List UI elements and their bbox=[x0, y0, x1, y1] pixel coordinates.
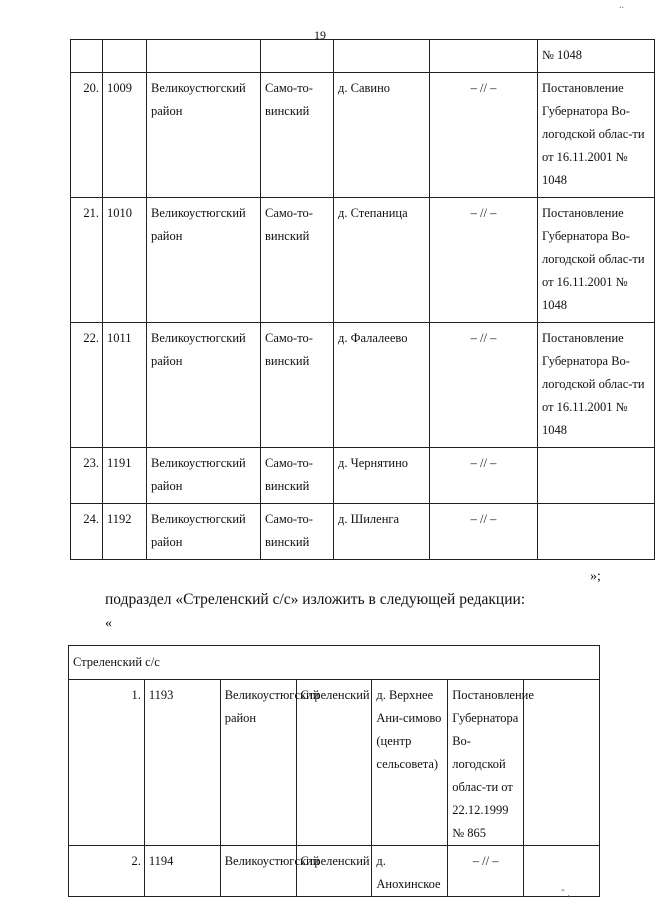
cell-code: 1191 bbox=[103, 448, 147, 504]
cell-soviet: Само-то-винский bbox=[261, 448, 334, 504]
cell-district bbox=[147, 40, 261, 73]
cell-extra bbox=[524, 680, 600, 846]
cell-ditto: – // – bbox=[430, 323, 538, 448]
cell-document: Постановление Губернатора Во-логодской облас-ти от 16.11.2001 № 1048 bbox=[538, 323, 655, 448]
cell-district: Великоустюгский район bbox=[147, 448, 261, 504]
cell-document: Постановление Губернатора Во-логодской облас-ти от 16.11.2001 № 1048 bbox=[538, 73, 655, 198]
cell-district: Великоустюгский район bbox=[147, 504, 261, 560]
bottom-mark: " , bbox=[560, 888, 570, 899]
cell-code: 1011 bbox=[103, 323, 147, 448]
cell-soviet: Само-то-винский bbox=[261, 198, 334, 323]
cell-locality: д. Анохинское bbox=[372, 846, 448, 897]
cell-ditto: – // – bbox=[430, 73, 538, 198]
cell-code: 1193 bbox=[144, 680, 220, 846]
closing-quote: »; bbox=[590, 569, 601, 584]
cell-document bbox=[538, 448, 655, 504]
cell-soviet: Само-то-винский bbox=[261, 323, 334, 448]
table-row bbox=[71, 40, 655, 73]
cell-num bbox=[71, 40, 103, 73]
localities-table-strelensky bbox=[68, 645, 600, 897]
table-row bbox=[71, 504, 655, 560]
cell-code: 1192 bbox=[103, 504, 147, 560]
page-number: 19 bbox=[314, 28, 326, 42]
amendment-instruction: подраздел «Стреленский с/с» изложить в следующей редакции: bbox=[105, 591, 526, 608]
cell-num: 23. bbox=[71, 448, 103, 504]
cell-code: 1010 bbox=[103, 198, 147, 323]
cell-code bbox=[103, 40, 147, 73]
cell-locality: д. Савино bbox=[334, 73, 430, 198]
cell-soviet: Само-то-винский bbox=[261, 73, 334, 198]
localities-table-samotovinsky bbox=[70, 39, 655, 560]
cell-district: Великоустюгский bbox=[220, 846, 296, 897]
table-row bbox=[69, 846, 600, 897]
cell-district: Великоустюгский район bbox=[147, 73, 261, 198]
cell-code: 1194 bbox=[144, 846, 220, 897]
cell-district: Великоустюгский район bbox=[147, 198, 261, 323]
cell-district: Великоустюгский район bbox=[220, 680, 296, 846]
cell-document bbox=[538, 504, 655, 560]
cell-code: 1009 bbox=[103, 73, 147, 198]
cell-num: 21. bbox=[71, 198, 103, 323]
table-row bbox=[71, 448, 655, 504]
cell-num: 24. bbox=[71, 504, 103, 560]
cell-locality: д. Степаница bbox=[334, 198, 430, 323]
section-title: Стреленский с/с bbox=[69, 646, 600, 680]
cell-document: № 1048 bbox=[538, 40, 655, 73]
cell-soviet: Стреленский bbox=[296, 680, 372, 846]
table-row bbox=[71, 73, 655, 198]
table-row bbox=[71, 323, 655, 448]
cell-soviet bbox=[261, 40, 334, 73]
cell-ditto: – // – bbox=[448, 846, 524, 897]
cell-soviet: Само-то-винский bbox=[261, 504, 334, 560]
cell-ditto bbox=[430, 40, 538, 73]
cell-ditto: – // – bbox=[430, 504, 538, 560]
section-header-row bbox=[69, 646, 600, 680]
cell-document: Постановление Губернатора Во-логодской облас-ти от 16.11.2001 № 1048 bbox=[538, 198, 655, 323]
table-row bbox=[69, 680, 600, 846]
cell-num: 22. bbox=[71, 323, 103, 448]
opening-quote: « bbox=[105, 616, 112, 631]
table-row bbox=[71, 198, 655, 323]
corner-mark: .. bbox=[619, 0, 624, 11]
cell-num: 20. bbox=[71, 73, 103, 198]
cell-district: Великоустюгский район bbox=[147, 323, 261, 448]
cell-locality: д. Шиленга bbox=[334, 504, 430, 560]
cell-document: Постановление Губернатора Во-логодской облас-ти от 22.12.1999 № 865 bbox=[448, 680, 524, 846]
cell-locality bbox=[334, 40, 430, 73]
cell-num: 1. bbox=[69, 680, 145, 846]
cell-soviet: Стреленский bbox=[296, 846, 372, 897]
cell-locality: д. Фалалеево bbox=[334, 323, 430, 448]
cell-num: 2. bbox=[69, 846, 145, 897]
cell-locality: д. Чернятино bbox=[334, 448, 430, 504]
cell-ditto: – // – bbox=[430, 198, 538, 323]
cell-ditto: – // – bbox=[430, 448, 538, 504]
cell-locality: д. Верхнее Ани-симово (центр сельсовета) bbox=[372, 680, 448, 846]
